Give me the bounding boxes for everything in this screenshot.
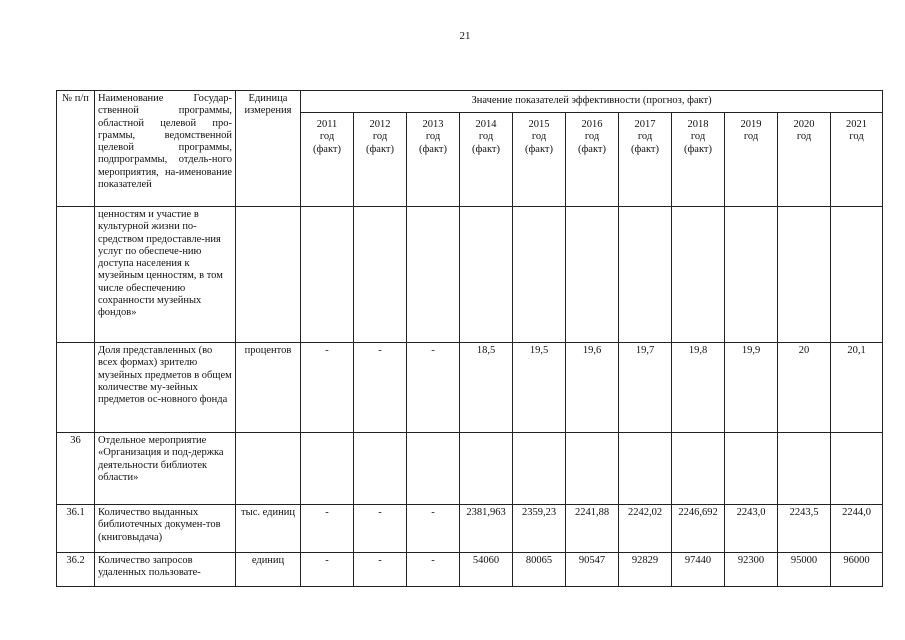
row-value: - xyxy=(407,553,460,587)
row-value xyxy=(831,207,883,343)
row-value: 2244,0 xyxy=(831,505,883,553)
header-year-word: год xyxy=(796,131,812,143)
header-num: № п/п xyxy=(57,91,95,207)
header-year-year: 2020 xyxy=(793,119,815,130)
header-year-year: 2017 xyxy=(634,119,656,130)
header-year-note: (факт) xyxy=(312,143,341,155)
row-value xyxy=(831,433,883,505)
header-name: Наименование Государ-ственной программы, областной целевой про-граммы, ведомственной целевой программы, подпрограммы, отдель-ного мероприятия, на-именование показателей xyxy=(95,91,236,207)
row-value: 18,5 xyxy=(460,343,513,433)
row-value: 96000 xyxy=(831,553,883,587)
row-value: 90547 xyxy=(566,553,619,587)
row-unit: процентов xyxy=(236,343,301,433)
header-year-note: (факт) xyxy=(683,143,712,155)
header-row-top xyxy=(57,91,883,113)
row-value xyxy=(672,433,725,505)
row-value: 19,6 xyxy=(566,343,619,433)
row-value xyxy=(566,433,619,505)
header-year-0 xyxy=(301,113,354,207)
row-value: 2242,02 xyxy=(619,505,672,553)
indicators-table xyxy=(56,90,883,587)
header-year-note: (факт) xyxy=(471,143,500,155)
row-value xyxy=(725,433,778,505)
header-year-word: год xyxy=(531,131,547,143)
header-year-word: год xyxy=(372,131,388,143)
row-num xyxy=(57,343,95,433)
row-value: 2243,0 xyxy=(725,505,778,553)
row-value xyxy=(778,207,831,343)
row-value xyxy=(778,433,831,505)
header-year-10 xyxy=(831,113,883,207)
header-year-5 xyxy=(566,113,619,207)
row-value: - xyxy=(301,505,354,553)
row-value xyxy=(407,433,460,505)
header-year-word: год xyxy=(637,131,653,143)
row-value: 20,1 xyxy=(831,343,883,433)
table-row xyxy=(57,433,883,505)
table-row xyxy=(57,207,883,343)
header-year-note: (факт) xyxy=(630,143,659,155)
row-unit xyxy=(236,433,301,505)
row-value: 92300 xyxy=(725,553,778,587)
row-value xyxy=(460,207,513,343)
header-year-note: (факт) xyxy=(418,143,447,155)
header-year-3 xyxy=(460,113,513,207)
header-unit: Единица измерения xyxy=(236,91,301,207)
header-year-4 xyxy=(513,113,566,207)
header-year-year: 2015 xyxy=(528,119,550,130)
header-year-note: (факт) xyxy=(365,143,394,155)
row-value: 2359,23 xyxy=(513,505,566,553)
header-year-word: год xyxy=(690,131,706,143)
row-value: 80065 xyxy=(513,553,566,587)
row-value xyxy=(301,433,354,505)
row-num: 36 xyxy=(57,433,95,505)
row-num: 36.1 xyxy=(57,505,95,553)
row-value: 97440 xyxy=(672,553,725,587)
header-year-year: 2012 xyxy=(369,119,391,130)
header-year-word: год xyxy=(849,131,864,143)
header-year-year: 2018 xyxy=(687,119,709,130)
row-value: 2246,692 xyxy=(672,505,725,553)
row-name: ценностям и участие в культурной жизни по-средством предоставле-ния услуг по обеспече-нию доступа населения к музейным ценностям, в том числе обеспечению сохранности музейных фондов» xyxy=(95,207,236,343)
row-value xyxy=(566,207,619,343)
header-year-year: 2011 xyxy=(316,119,338,130)
row-value: 19,8 xyxy=(672,343,725,433)
header-year-year: 2021 xyxy=(846,119,868,130)
row-value: 2241,88 xyxy=(566,505,619,553)
header-year-year: 2013 xyxy=(422,119,444,130)
header-group-title: Значение показателей эффективности (прогноз, факт) xyxy=(301,91,883,113)
header-year-8 xyxy=(725,113,778,207)
header-year-1 xyxy=(354,113,407,207)
table-row xyxy=(57,343,883,433)
header-year-word: год xyxy=(319,131,335,143)
row-value: 19,9 xyxy=(725,343,778,433)
row-value xyxy=(354,433,407,505)
header-year-word: год xyxy=(584,131,600,143)
row-value: - xyxy=(354,553,407,587)
row-name: Количество запросов удаленных пользовате- xyxy=(95,553,236,587)
row-value: 19,5 xyxy=(513,343,566,433)
header-year-note: (факт) xyxy=(577,143,606,155)
header-year-2 xyxy=(407,113,460,207)
row-value xyxy=(301,207,354,343)
row-value xyxy=(407,207,460,343)
row-value: 2243,5 xyxy=(778,505,831,553)
table-row xyxy=(57,553,883,587)
header-year-year: 2019 xyxy=(740,119,762,130)
header-year-7 xyxy=(672,113,725,207)
header-year-word: год xyxy=(743,131,759,143)
row-value xyxy=(619,433,672,505)
row-value: - xyxy=(354,343,407,433)
row-value: 54060 xyxy=(460,553,513,587)
row-value: 19,7 xyxy=(619,343,672,433)
row-value: - xyxy=(354,505,407,553)
row-value xyxy=(619,207,672,343)
row-unit: единиц xyxy=(236,553,301,587)
row-value: 20 xyxy=(778,343,831,433)
row-value: 95000 xyxy=(778,553,831,587)
row-value xyxy=(513,207,566,343)
header-year-year: 2016 xyxy=(581,119,603,130)
row-value xyxy=(672,207,725,343)
row-value: - xyxy=(301,343,354,433)
row-unit xyxy=(236,207,301,343)
row-value xyxy=(354,207,407,343)
row-value xyxy=(513,433,566,505)
header-year-word: год xyxy=(425,131,441,143)
row-value: - xyxy=(407,343,460,433)
row-value xyxy=(460,433,513,505)
row-value xyxy=(725,207,778,343)
row-name: Доля представленных (во всех формах) зрителю музейных предметов в общем количестве му-зейных предметов ос-новного фонда xyxy=(95,343,236,433)
header-year-year: 2014 xyxy=(475,119,497,130)
row-unit: тыс. единиц xyxy=(236,505,301,553)
header-year-note: (факт) xyxy=(524,143,553,155)
header-year-9 xyxy=(778,113,831,207)
row-value: - xyxy=(407,505,460,553)
row-value: 2381,963 xyxy=(460,505,513,553)
row-num xyxy=(57,207,95,343)
row-name: Количество выданных библиотечных докумен-тов (книговыдача) xyxy=(95,505,236,553)
row-value: - xyxy=(301,553,354,587)
table-row xyxy=(57,505,883,553)
page-number: 21 xyxy=(459,30,471,42)
row-name: Отдельное мероприятие «Организация и под-держка деятельности библиотек области» xyxy=(95,433,236,505)
header-year-word: год xyxy=(478,131,494,143)
row-value: 92829 xyxy=(619,553,672,587)
row-num: 36.2 xyxy=(57,553,95,587)
header-year-6 xyxy=(619,113,672,207)
